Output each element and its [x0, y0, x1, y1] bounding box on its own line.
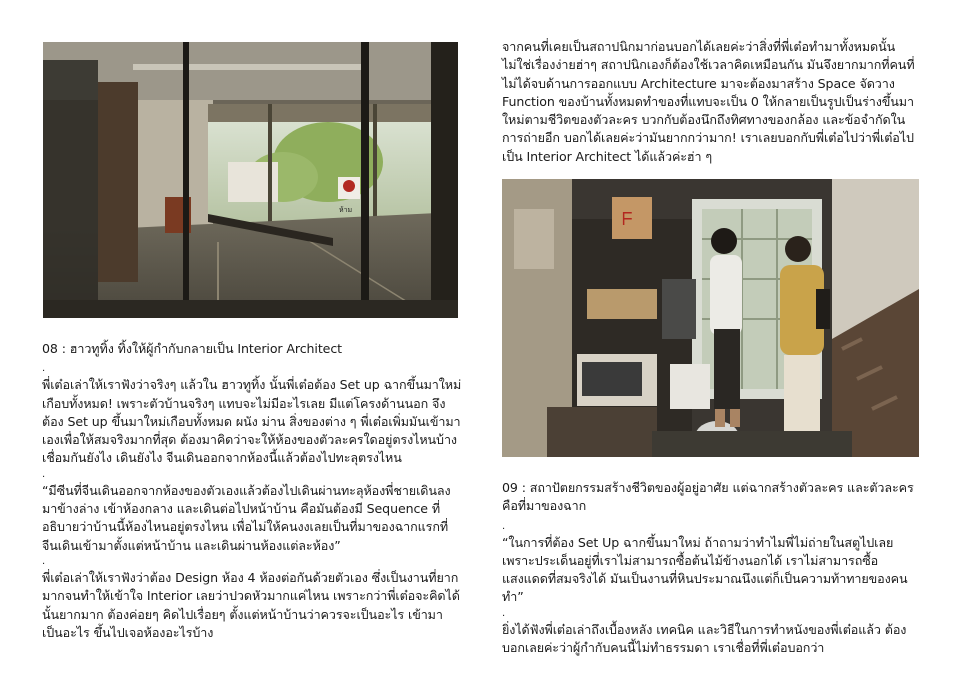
- sign-text: ห้าม: [339, 206, 353, 214]
- left-text-column: [42, 340, 462, 642]
- paragraph: ยิ่งได้ฟังพี่เต๋อเล่าถึงเบื้องหลัง เทคนิค และวิธีในการทำหนังของพี่เต๋อแล้ว ต้องบอกเลยค่ะว่าผู้กำกับคนนี้ไม่ทำธรรมดา เราเชื่อที่พี่เต๋อบอกว่า: [502, 621, 907, 656]
- interior-room-photo: [43, 42, 458, 318]
- paragraph: พี่เต๋อเล่าให้เราฟังว่าต้อง Design ห้อง 4 ห้องต่อกันด้วยตัวเอง ซึ่งเป็นงานที่ยากมากจนทำให้เข้าใจ Interior เลยว่าปวดหัวมากแค่ไหน เพราะกว่าพี่เต๋อจะคิดได้นั้นยากมาก ต้องค่อยๆ คิดไปเรื่อยๆ ตั้งแต่หน้าบ้านว่าควรจะเป็นอะไร เข้ามาเป็นอะไร ขึ้นไปเจอห้องอะไรบ้าง: [42, 569, 460, 640]
- separator: .: [42, 468, 46, 480]
- quote-paragraph: “มีซีนที่จีนเดินออกจากห้องของตัวเองแล้วต้องไปเดินผ่านทะลุห้องพี่ชายเดินลงมาข้างล่าง เข้าห้องกลาง และเดินต่อไปหน้าบ้าน คือมันต้องมี Sequence ที่อธิบายว่าบ้านนี้ห้องไหนอยู่ตรงไหน เพื่อไม่ให้คนงงเลยเป็นที่มาของฉากแรกที่จีนเดินเข้ามาตั้งแต่หน้าบ้าน และเดินผ่านห้องแต่ละห้อง”: [42, 482, 451, 553]
- box-logo: ᖴ: [622, 209, 633, 230]
- right-bottom-text-column: [502, 479, 922, 657]
- photo-caption-09: 09 : สถาปัตยกรรมสร้างชีวิตของผู้อยู่อาศัย แต่ฉากสร้างตัวละคร และตัวละครคือที่มาของฉาก: [502, 480, 914, 514]
- right-top-text: [502, 38, 922, 166]
- paragraph: พี่เต๋อเล่าให้เราฟังว่าจริงๆ แล้วใน ฮาวทูทิ้ง นั้นพี่เต๋อต้อง Set up ฉากขึ้นมาใหม่เกือบทั้งหมด! เพราะตัวบ้านจริงๆ แทบจะไม่มีอะไรเลย มีแต่โครงด้านนอก จึงต้อง Set up ขึ้นมาใหม่เกือบทั้งหมด ผนัง ม่าน สิ่งของต่าง ๆ พี่เต๋อเพิ่มมันเข้ามาเองเพื่อให้สมจริงมากที่สุด ต้องมาคิดว่าจะให้ห้องของตัวละครใดอยู่ตรงไหนบ้าง เชื่อมกันยังไง เดินยังไง จีนเดินออกจากห้องนี้แล้วต้องไปทะลุตรงไหน: [42, 377, 462, 466]
- paragraph: จากคนที่เคยเป็นสถาปนิกมาก่อนบอกได้เลยค่ะว่าสิ่งที่พี่เต๋อทำมาทั้งหมดนั้นไม่ใช่เรื่องง่ายฮ่าๆ สถาปนิกเองก็ต้องใช้เวลาคิดเหมือนกัน มันจึงยากมากที่คนที่ไม่ได้จบด้านการออกแบบ Architecture มาจะต้องมาสร้าง Space จัดวาง Function ของบ้านทั้งหมดทำของที่แทบจะเป็น 0 ให้กลายเป็นรูปเป็นร่างขึ้นมาใหม่ตามชีวิตของตัวละคร บวกกับต้องนึกถึงทิศทางของกล้อง และข้อจำกัดในการถ่ายอีก บอกได้เลยค่ะว่ามันยากกว่ามาก! เราเลยบอกกับพี่เต๋อไปว่าพี่เต๋อไปเป็น Interior Architect ได้แล้วค่ะฮ่า ๆ: [502, 39, 915, 164]
- separator: .: [42, 363, 46, 375]
- separator: .: [502, 520, 506, 532]
- two-women-room-photo: [502, 179, 919, 457]
- quote-paragraph: “ในการที่ต้อง Set Up ฉากขึ้นมาใหม่ ถ้าถามว่าทำไมพี่ไม่ถ่ายในสตูไปเลย เพราะประเด็นอยู่ที่เราไม่สามารถซื้อต้นไม้ข้างนอกได้ เราไม่สามารถซื้อแสงแดดที่สมจริงได้ มันเป็นงานที่หินประมาณนึงแต่ก็เป็นความท้าทายของคนทำ”: [502, 534, 908, 605]
- photo-caption-08: 08 : ฮาวทูทิ้ง ทิ้งให้ผู้กำกับกลายเป็น Interior Architect: [42, 341, 342, 356]
- separator: .: [502, 607, 506, 619]
- separator: .: [42, 555, 46, 567]
